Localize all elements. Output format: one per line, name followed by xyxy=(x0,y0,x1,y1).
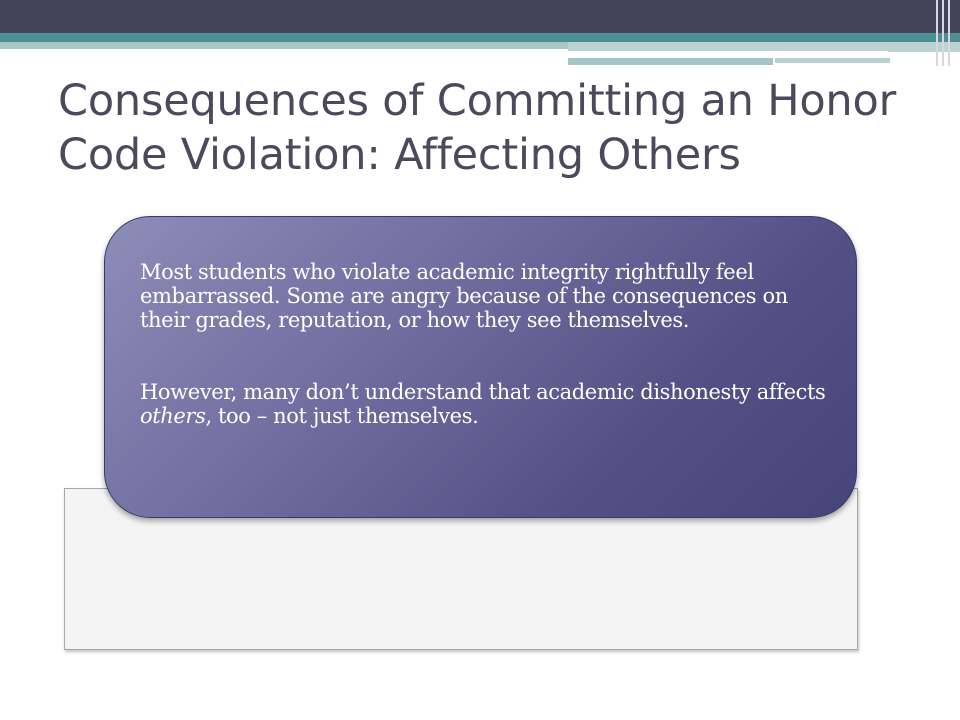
header-strip-b xyxy=(775,58,890,63)
header-vertical-bars xyxy=(932,0,960,66)
content-text xyxy=(140,260,840,428)
paragraph-1: Most students who violate academic integrity rightfully feel embarrassed. Some are angry because of the consequences on their grades, reputation, or how they see themselves. xyxy=(140,260,788,332)
slide-title xyxy=(58,74,918,182)
paragraph-2-start: However, many don’t understand that academic dishonesty affects xyxy=(140,380,826,404)
header-strip-a xyxy=(568,58,773,65)
slide-title-line1: Consequences of Committing an Honor xyxy=(58,76,897,126)
paragraph-2-end: , too – not just themselves. xyxy=(205,404,479,428)
header-white-line xyxy=(568,51,888,53)
header-band-light-left xyxy=(0,42,568,49)
slide-title-line2: Code Violation: Affecting Others xyxy=(58,130,741,180)
header-band-dark xyxy=(0,0,960,33)
header-band-teal xyxy=(0,33,960,42)
emphasis-others: others xyxy=(140,404,206,428)
paragraph-2 xyxy=(140,380,840,428)
